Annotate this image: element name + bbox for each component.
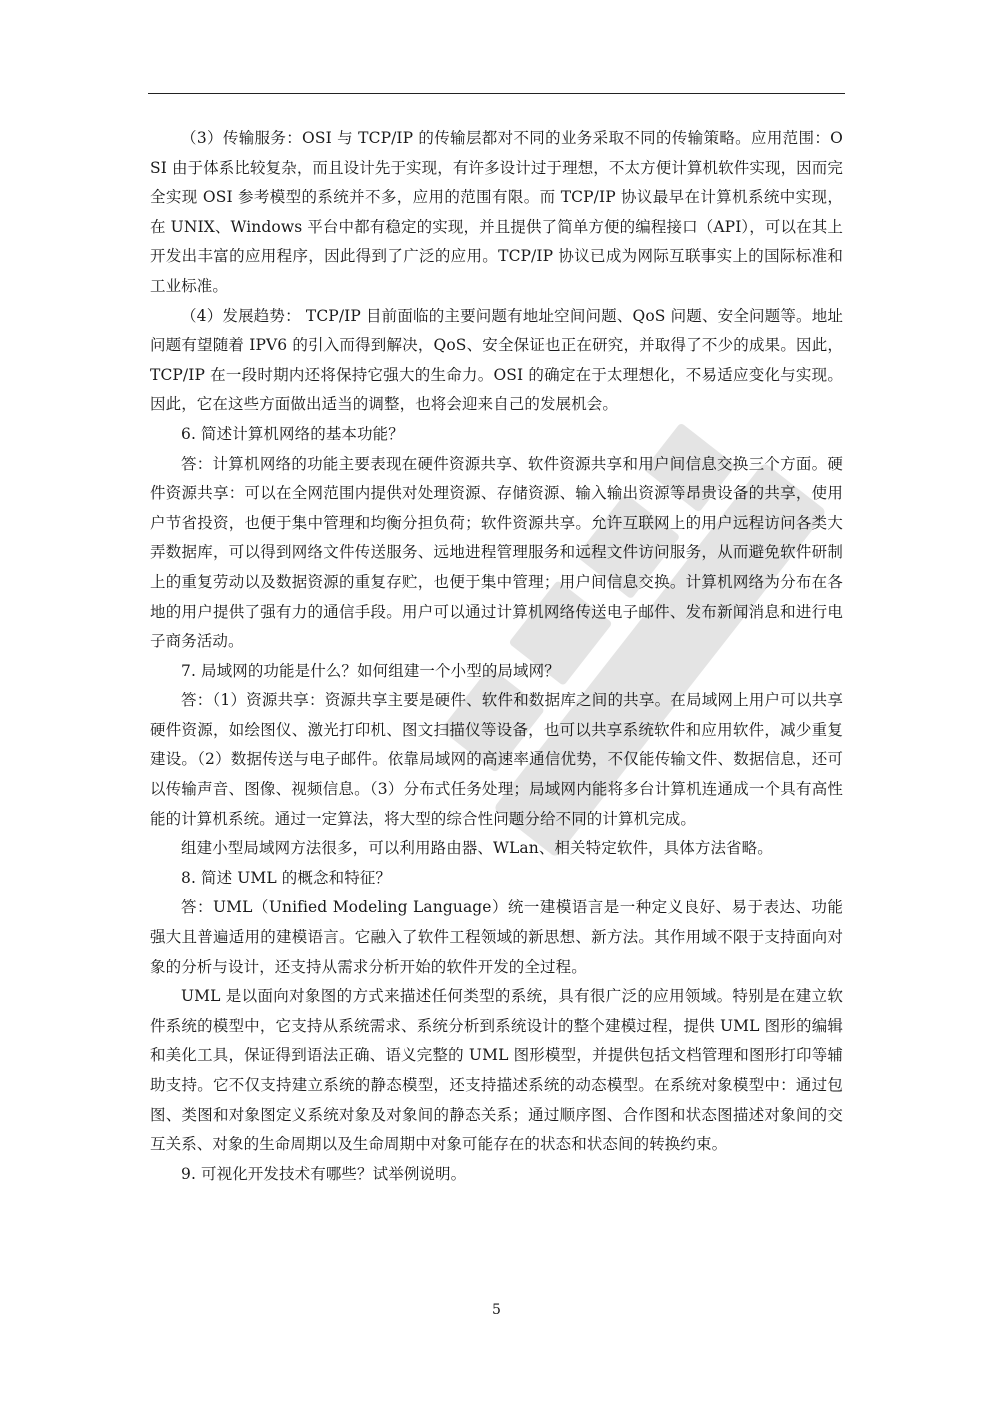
answer-8-continued: UML 是以面向对象图的方式来描述任何类型的系统，具有很广泛的应用领域。特别是在建立软件系统的模型中，它支持从系统需求、系统分析到系统设计的整个建模过程，提供 UML 图形的编辑和美化工具，保证得到语法正确、语义完整的 UML 图形模型，并提供包括文档管理和图形打印等辅助支持。它不仅支持建立系统的静态模型，还支持描述系统的动态模型。在系统对象模型中：通过包图、类图和对象图定义系统对象及对象间的静态关系；通过顺序图、合作图和状态图描述对象间的交互关系、对象的生命周期以及生命周期中对象可能存在的状态和状态间的转换约束。 [150, 987, 843, 1154]
header-rule [148, 93, 845, 94]
answer-7: 答：（1）资源共享：资源共享主要是硬件、软件和数据库之间的共享。在局域网上用户可以共享硬件资源，如绘图仪、激光打印机、图文扫描仪等设备，也可以共享系统软件和应用软件，减少重复建设。（2）数据传送与电子邮件。依靠局域网的高速率通信优势，不仅能传输文件、数据信息，还可以传输声音、图像、视频信息。（3）分布式任务处理；局域网内能将多台计算机连通成一个具有高性能的计算机系统。通过一定算法，将大型的综合性问题分给不同的计算机完成。 [150, 691, 843, 828]
question-9: 9. 可视化开发技术有哪些？试举例说明。 [181, 1164, 467, 1183]
page-number: 5 [492, 1302, 501, 1318]
paragraph-development-trend: （4）发展趋势： TCP/IP 目前面临的主要问题有地址空间问题、QoS 问题、安全问题等。地址问题有望随着 IPV6 的引入而得到解决，QoS、安全保证也正在研究，并取得了不少的成果。因此，TCP/IP 在一段时期内还将保持它强大的生命力。OSI 的确定在于太理想化，不易适应变化与实现。因此，它在这些方面做出适当的调整，也将会迎来自己的发展机会。 [150, 306, 843, 414]
question-7: 7. 局域网的功能是什么？如何组建一个小型的局域网？ [181, 661, 560, 680]
answer-8: 答：UML（Unified Modeling Language）统一建模语言是一种定义良好、易于表达、功能强大且普遍适用的建模语言。它融入了软件工程领域的新思想、新方法。其作用域不限于支持面向对象的分析与设计，还支持从需求分析开始的软件开发的全过程。 [150, 898, 843, 976]
question-8: 8. 简述 UML 的概念和特征？ [181, 868, 391, 887]
answer-7-continued: 组建小型局域网方法很多，可以利用路由器、WLan、相关特定软件，具体方法省略。 [181, 839, 773, 858]
question-6: 6. 简述计算机网络的基本功能？ [181, 424, 404, 443]
answer-6: 答：计算机网络的功能主要表现在硬件资源共享、软件资源共享和用户间信息交换三个方面。硬件资源共享：可以在全网范围内提供对处理资源、存储资源、输入输出资源等昂贵设备的共享，使用户节省投资，也便于集中管理和均衡分担负荷；软件资源共享。允许互联网上的用户远程访问各类大弄数据库，可以得到网络文件传送服务、远地进程管理服务和远程文件访问服务，从而避免软件研制上的重复劳动以及数据资源的重复存贮，也便于集中管理；用户间信息交换。计算机网络为分布在各地的用户提供了强有力的通信手段。用户可以通过计算机网络传送电子邮件、发布新闻消息和进行电子商务活动。 [150, 454, 843, 651]
page-body [150, 124, 843, 1189]
paragraph-transport-service: （3）传输服务：OSI 与 TCP/IP 的传输层都对不同的业务采取不同的传输策略。应用范围：OSI 由于体系比较复杂，而且设计先于实现，有许多设计过于理想，不太方便计算机软件实现，因而完全实现 OSI 参考模型的系统并不多，应用的范围有限。而 TCP/IP 协议最早在计算机系统中实现，在 UNIX、Windows 平台中都有稳定的实现，并且提供了简单方便的编程接口（API），可以在其上开发出丰富的应用程序，因此得到了广泛的应用。TCP/IP 协议已成为网际互联事实上的国际标准和工业标准。 [150, 129, 843, 295]
